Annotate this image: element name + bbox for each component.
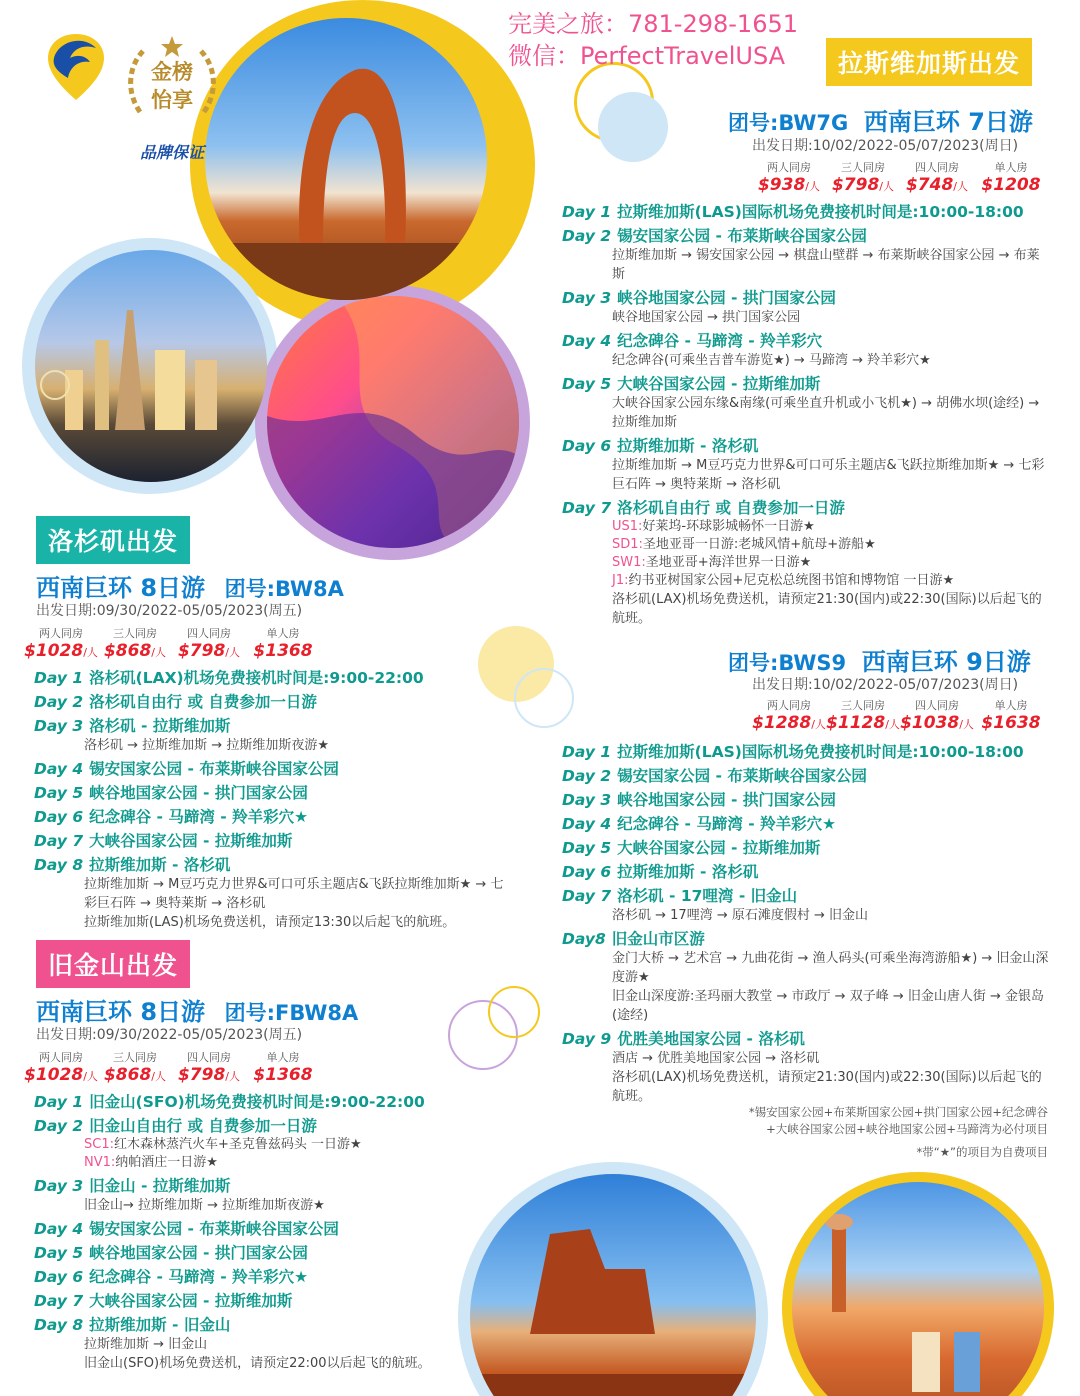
origin-sf-tag: 旧金山出发 bbox=[36, 940, 190, 988]
day-title bbox=[34, 1291, 474, 1311]
day-heading: 锡安国家公园 - 布莱斯峡谷国家公园 bbox=[89, 1220, 339, 1238]
price-value: $798 bbox=[177, 641, 226, 661]
day-description: 大峡谷国家公园东缘&南缘(可乘坐直升机或小飞机★) → 胡佛水坝(途经) → 拉斯维加斯 bbox=[612, 396, 1040, 430]
optional-tour bbox=[562, 536, 1052, 554]
price-value: $1038 bbox=[900, 713, 960, 733]
tour-bw8a-dates: 出发日期:09/30/2022-05/05/2023(周五) bbox=[36, 603, 303, 619]
itinerary-day bbox=[34, 1291, 474, 1311]
day-title bbox=[34, 759, 504, 779]
day-number: Day 7 bbox=[562, 887, 612, 905]
price-value: $798 bbox=[177, 1065, 226, 1085]
day-heading: 洛杉矶(LAX)机场免费接机时间是:9:00-22:00 bbox=[89, 669, 424, 687]
price-unit: /人 bbox=[225, 1070, 241, 1083]
tour-bw8a-name: 西南巨环 8日游 bbox=[36, 574, 206, 602]
price-value: $868 bbox=[103, 641, 152, 661]
day-description: 洛杉矶(LAX)机场免费送机，请预定21:30(国内)或22:30(国际)以后起飞的航班。 bbox=[612, 592, 1042, 626]
day-number: Day 5 bbox=[562, 375, 612, 393]
price-unit: /人 bbox=[151, 1070, 167, 1083]
price-value: $938 bbox=[757, 175, 806, 195]
itinerary-day bbox=[562, 288, 1052, 327]
price-cell bbox=[826, 160, 900, 195]
mandatory-fee-note bbox=[700, 1104, 1048, 1161]
itinerary-day bbox=[34, 783, 504, 803]
contact-block bbox=[508, 8, 818, 72]
optional-tour bbox=[562, 572, 1052, 590]
optional-tour bbox=[34, 1136, 474, 1154]
day-title bbox=[562, 929, 1052, 949]
day-title bbox=[34, 716, 504, 736]
option-code: J1: bbox=[612, 573, 629, 588]
origin-la-tag: 洛杉矶出发 bbox=[36, 516, 190, 564]
day-number: Day 5 bbox=[34, 784, 84, 802]
price-label: 单人房 bbox=[266, 1051, 300, 1064]
day-description: 洛杉矶(LAX)机场免费送机，请预定21:30(国内)或22:30(国际)以后起飞的航班。 bbox=[612, 1070, 1042, 1104]
price-label: 单人房 bbox=[994, 699, 1028, 712]
day-number: Day 5 bbox=[562, 839, 612, 857]
tour-bws9-itinerary bbox=[562, 742, 1052, 1110]
day-description: 拉斯维加斯 → M豆巧克力世界&可口可乐主题店&飞跃拉斯维加斯★ → 七彩巨石阵 → 奥特莱斯 → 洛杉矶 bbox=[612, 458, 1045, 492]
tour-fbw8a-header bbox=[36, 992, 358, 1027]
price-value: $1368 bbox=[253, 641, 313, 661]
option-code: SC1: bbox=[84, 1137, 114, 1152]
itinerary-day bbox=[562, 814, 1052, 834]
day-heading: 纪念碑谷 - 马蹄湾 - 羚羊彩穴★ bbox=[89, 808, 308, 826]
day-title bbox=[562, 331, 1052, 351]
day-number: Day 6 bbox=[34, 1268, 84, 1286]
day-heading: 纪念碑谷 - 马蹄湾 - 羚羊彩穴★ bbox=[617, 815, 836, 833]
day-number: Day8 bbox=[562, 930, 606, 948]
itinerary-day bbox=[34, 1116, 474, 1172]
price-unit: /人 bbox=[83, 1070, 98, 1083]
day-heading: 大峡谷国家公园 - 拉斯维加斯 bbox=[89, 1292, 293, 1310]
day-number: Day 4 bbox=[562, 815, 612, 833]
footnote-line-2: +大峡谷国家公园+峡谷地国家公园+马蹄湾为必付项目 bbox=[766, 1122, 1048, 1136]
antelope-canyon-photo bbox=[267, 296, 519, 548]
arch-photo bbox=[205, 18, 487, 300]
day-heading: 拉斯维加斯(LAS)国际机场免费接机时间是:10:00-18:00 bbox=[617, 743, 1024, 761]
deco-ring-mid-blue bbox=[514, 668, 574, 728]
day-heading: 峡谷地国家公园 - 拱门国家公园 bbox=[617, 791, 836, 809]
itinerary-day bbox=[34, 716, 504, 755]
tour-bw7g-name: 西南巨环 7日游 bbox=[863, 108, 1033, 136]
price-value: $798 bbox=[831, 175, 880, 195]
tour-bw7g-itinerary bbox=[562, 202, 1052, 632]
option-text: 圣地亚哥一日游:老城风情+航母+游船★ bbox=[642, 537, 876, 552]
day-title bbox=[562, 226, 1052, 246]
day-title bbox=[34, 1219, 474, 1239]
day-number: Day 4 bbox=[34, 760, 84, 778]
day-description: 拉斯维加斯 → 锡安国家公园 → 棋盘山壁群 → 布莱斯峡谷国家公园 → 布莱斯 bbox=[612, 248, 1040, 282]
day-description: 拉斯维加斯 → M豆巧克力世界&可口可乐主题店&飞跃拉斯维加斯★ → 七彩巨石阵 → 奥特莱斯 → 洛杉矶 bbox=[84, 877, 504, 911]
day-number: Day 9 bbox=[562, 1030, 612, 1048]
option-code: SD1: bbox=[612, 537, 643, 552]
itinerary-day bbox=[34, 759, 504, 779]
option-code: SW1: bbox=[612, 555, 646, 570]
day-description: 纪念碑谷(可乘坐吉普车游览★) → 马蹄湾 → 羚羊彩穴★ bbox=[612, 353, 931, 368]
day-title bbox=[34, 1176, 474, 1196]
day-title bbox=[34, 1315, 474, 1335]
price-cell bbox=[98, 1050, 172, 1085]
itinerary-day bbox=[562, 1029, 1052, 1106]
origin-las-vegas-tag: 拉斯维加斯出发 bbox=[826, 38, 1032, 86]
price-cell bbox=[900, 698, 974, 733]
tour-fbw8a-dates: 出发日期:09/30/2022-05/05/2023(周五) bbox=[36, 1027, 303, 1043]
tour-bws9-prices bbox=[752, 698, 1048, 733]
tour-bw7g-code: 团号:BW7G bbox=[728, 111, 849, 135]
contact-phone: 完美之旅：781-298-1651 bbox=[508, 10, 799, 38]
optional-tour bbox=[562, 554, 1052, 572]
itinerary-day bbox=[562, 766, 1052, 786]
option-text: 红木森林蒸汽火车+圣克鲁兹码头 一日游★ bbox=[113, 1137, 362, 1152]
price-cell bbox=[246, 626, 320, 661]
day-heading: 拉斯维加斯 - 旧金山 bbox=[89, 1316, 231, 1334]
price-cell bbox=[172, 626, 246, 661]
day-title bbox=[34, 668, 504, 688]
day-heading: 优胜美地国家公园 - 洛杉矶 bbox=[617, 1030, 805, 1048]
day-heading: 锡安国家公园 - 布莱斯峡谷国家公园 bbox=[89, 760, 339, 778]
option-code: NV1: bbox=[84, 1155, 116, 1170]
day-description: 旧金山→ 拉斯维加斯 → 拉斯维加斯夜游★ bbox=[84, 1198, 325, 1213]
day-number: Day 1 bbox=[34, 669, 84, 687]
itinerary-day bbox=[34, 855, 504, 932]
tour-bw8a-header bbox=[36, 568, 344, 603]
optional-tour bbox=[562, 518, 1052, 536]
option-text: 圣地亚哥+海洋世界一日游★ bbox=[645, 555, 812, 570]
day-number: Day 3 bbox=[34, 1177, 84, 1195]
day-number: Day 3 bbox=[562, 791, 612, 809]
day-heading: 大峡谷国家公园 - 拉斯维加斯 bbox=[617, 839, 821, 857]
price-value: $1128 bbox=[826, 713, 886, 733]
itinerary-day bbox=[34, 668, 504, 688]
day-heading: 洛杉矶 - 17哩湾 - 旧金山 bbox=[617, 887, 798, 905]
day-number: Day 6 bbox=[562, 863, 612, 881]
price-cell bbox=[98, 626, 172, 661]
price-unit: /人 bbox=[811, 718, 826, 731]
day-number: Day 1 bbox=[562, 743, 612, 761]
price-unit: /人 bbox=[885, 718, 900, 731]
day-number: Day 4 bbox=[562, 332, 612, 350]
price-unit: /人 bbox=[83, 646, 98, 659]
price-value: $1288 bbox=[752, 713, 812, 733]
tour-bw8a-itinerary bbox=[34, 668, 504, 936]
price-value: $1208 bbox=[981, 175, 1041, 195]
option-text: 约书亚树国家公园+尼克松总统图书馆和博物馆 一日游★ bbox=[628, 573, 955, 588]
day-heading: 锡安国家公园 - 布莱斯峡谷国家公园 bbox=[617, 227, 867, 245]
price-unit: /人 bbox=[225, 646, 241, 659]
day-description: 洛杉矶 → 17哩湾 → 原石滩度假村 → 旧金山 bbox=[612, 908, 869, 923]
day-description: 金门大桥 → 艺术宫 → 九曲花街 → 渔人码头(可乘坐海湾游船★) → 旧金山深度游★ bbox=[612, 951, 1049, 985]
day-title bbox=[562, 814, 1052, 834]
day-title bbox=[562, 766, 1052, 786]
day-title bbox=[34, 807, 504, 827]
day-number: Day 6 bbox=[34, 808, 84, 826]
price-value: $1028 bbox=[24, 1065, 84, 1085]
price-label: 两人同房 bbox=[39, 627, 83, 640]
day-number: Day 7 bbox=[562, 499, 612, 517]
price-label: 两人同房 bbox=[39, 1051, 83, 1064]
day-title bbox=[562, 886, 1052, 906]
day-number: Day 7 bbox=[34, 832, 84, 850]
itinerary-day bbox=[34, 1092, 474, 1112]
day-description: 洛杉矶 → 拉斯维加斯 → 拉斯维加斯夜游★ bbox=[84, 738, 329, 753]
itinerary-day bbox=[34, 1176, 474, 1215]
price-cell bbox=[172, 1050, 246, 1085]
brand-guarantee: 品牌保证 bbox=[140, 143, 205, 162]
footnote-line-1: *锡安国家公园+布莱斯国家公园+拱门国家公园+纪念碑谷 bbox=[748, 1105, 1048, 1119]
itinerary-day bbox=[34, 1315, 474, 1373]
day-description: 拉斯维加斯 → 旧金山 bbox=[84, 1337, 208, 1352]
day-title bbox=[34, 1267, 474, 1287]
day-number: Day 2 bbox=[34, 1117, 84, 1135]
price-label: 四人同房 bbox=[915, 699, 959, 712]
itinerary-day bbox=[562, 838, 1052, 858]
optional-tour bbox=[34, 1154, 474, 1172]
price-cell bbox=[246, 1050, 320, 1085]
price-label: 单人房 bbox=[994, 161, 1028, 174]
itinerary-day bbox=[34, 831, 504, 851]
day-number: Day 4 bbox=[34, 1220, 84, 1238]
contact-wechat: 微信：PerfectTravelUSA bbox=[508, 42, 786, 70]
tour-fbw8a-itinerary bbox=[34, 1092, 474, 1377]
day-number: Day 2 bbox=[562, 767, 612, 785]
day-heading: 洛杉矶 - 拉斯维加斯 bbox=[89, 717, 231, 735]
brand-badge bbox=[120, 32, 224, 136]
itinerary-day bbox=[562, 436, 1052, 494]
badge-text-1: 金榜 bbox=[151, 60, 193, 84]
day-heading: 纪念碑谷 - 马蹄湾 - 羚羊彩穴 bbox=[617, 332, 823, 350]
day-description: 旧金山(SFO)机场免费送机，请预定22:00以后起飞的航班。 bbox=[84, 1356, 431, 1371]
day-title bbox=[562, 790, 1052, 810]
day-number: Day 8 bbox=[34, 856, 84, 874]
day-number: Day 7 bbox=[34, 1292, 84, 1310]
day-title bbox=[562, 374, 1052, 394]
price-cell bbox=[24, 626, 98, 661]
day-number: Day 2 bbox=[34, 693, 84, 711]
day-heading: 拉斯维加斯(LAS)国际机场免费接机时间是:10:00-18:00 bbox=[617, 203, 1024, 221]
price-label: 四人同房 bbox=[187, 627, 231, 640]
badge-text-2: 怡享 bbox=[151, 88, 193, 112]
day-heading: 大峡谷国家公园 - 拉斯维加斯 bbox=[89, 832, 293, 850]
day-heading: 旧金山 - 拉斯维加斯 bbox=[89, 1177, 231, 1195]
day-description: 峡谷地国家公园 → 拱门国家公园 bbox=[612, 310, 801, 325]
itinerary-day bbox=[562, 498, 1052, 628]
itinerary-day bbox=[562, 886, 1052, 925]
itinerary-day bbox=[34, 807, 504, 827]
day-title bbox=[34, 831, 504, 851]
day-heading: 峡谷地国家公园 - 拱门国家公园 bbox=[89, 784, 308, 802]
day-heading: 纪念碑谷 - 马蹄湾 - 羚羊彩穴★ bbox=[89, 1268, 308, 1286]
itinerary-day bbox=[562, 374, 1052, 432]
footnote-line-3: *带“★”的项目为自费项目 bbox=[916, 1145, 1048, 1159]
day-heading: 旧金山(SFO)机场免费接机时间是:9:00-22:00 bbox=[89, 1093, 425, 1111]
price-label: 单人房 bbox=[266, 627, 300, 640]
price-value: $1638 bbox=[981, 713, 1041, 733]
tour-bws9-header bbox=[728, 642, 1031, 677]
price-label: 四人同房 bbox=[915, 161, 959, 174]
day-heading: 拉斯维加斯 - 洛杉矶 bbox=[617, 863, 759, 881]
tour-bw8a-code: 团号:BW8A bbox=[224, 577, 344, 601]
day-heading: 峡谷地国家公园 - 拱门国家公园 bbox=[89, 1244, 308, 1262]
tour-bw7g-dates: 出发日期:10/02/2022-05/07/2023(周日) bbox=[752, 138, 1019, 154]
price-value: $1368 bbox=[253, 1065, 313, 1085]
price-label: 三人同房 bbox=[113, 627, 157, 640]
price-label: 两人同房 bbox=[767, 161, 811, 174]
price-cell bbox=[974, 698, 1048, 733]
day-number: Day 5 bbox=[34, 1244, 84, 1262]
day-number: Day 3 bbox=[34, 717, 84, 735]
price-label: 三人同房 bbox=[113, 1051, 157, 1064]
day-title bbox=[562, 436, 1052, 456]
itinerary-day bbox=[562, 226, 1052, 284]
price-value: $868 bbox=[103, 1065, 152, 1085]
day-description: 酒店 → 优胜美地国家公园 → 洛杉矶 bbox=[612, 1051, 820, 1066]
day-description: 旧金山深度游:圣玛丽大教堂 → 市政厅 → 双子峰 → 旧金山唐人街 → 金银岛(途经) bbox=[612, 989, 1045, 1023]
tour-bws9-dates: 出发日期:10/02/2022-05/07/2023(周日) bbox=[752, 677, 1019, 693]
day-description: 拉斯维加斯(LAS)机场免费送机，请预定13:30以后起飞的航班。 bbox=[84, 915, 456, 930]
day-heading: 峡谷地国家公园 - 拱门国家公园 bbox=[617, 289, 836, 307]
day-heading: 旧金山自由行 或 自费参加一日游 bbox=[89, 1117, 317, 1135]
itinerary-day bbox=[562, 331, 1052, 370]
brand-logo bbox=[40, 32, 112, 102]
price-label: 三人同房 bbox=[841, 699, 885, 712]
price-label: 三人同房 bbox=[841, 161, 885, 174]
tour-fbw8a-name: 西南巨环 8日游 bbox=[36, 998, 206, 1026]
price-cell bbox=[752, 160, 826, 195]
price-unit: /人 bbox=[959, 718, 974, 731]
price-unit: /人 bbox=[805, 180, 821, 193]
day-title bbox=[34, 1243, 474, 1263]
price-cell bbox=[900, 160, 974, 195]
itinerary-day bbox=[562, 929, 1052, 1025]
price-cell bbox=[974, 160, 1048, 195]
option-text: 纳帕酒庄一日游★ bbox=[115, 1155, 218, 1170]
option-code: US1: bbox=[612, 519, 643, 534]
day-title bbox=[34, 692, 504, 712]
day-title bbox=[562, 202, 1052, 222]
itinerary-day bbox=[34, 1267, 474, 1287]
deco-ring-small-blue bbox=[598, 92, 668, 162]
day-number: Day 1 bbox=[562, 203, 612, 221]
tour-bws9-name: 西南巨环 9日游 bbox=[861, 648, 1031, 676]
price-value: $1028 bbox=[24, 641, 84, 661]
day-heading: 洛杉矶自由行 或 自费参加一日游 bbox=[617, 499, 845, 517]
itinerary-day bbox=[562, 862, 1052, 882]
price-unit: /人 bbox=[151, 646, 167, 659]
day-heading: 大峡谷国家公园 - 拉斯维加斯 bbox=[617, 375, 821, 393]
itinerary-day bbox=[34, 1243, 474, 1263]
day-title bbox=[562, 838, 1052, 858]
day-title bbox=[562, 862, 1052, 882]
tour-bw8a-prices bbox=[24, 626, 320, 661]
tour-bw7g-header bbox=[728, 102, 1033, 137]
day-title bbox=[34, 783, 504, 803]
price-cell bbox=[826, 698, 900, 733]
tour-fbw8a-prices bbox=[24, 1050, 320, 1085]
day-number: Day 8 bbox=[34, 1316, 84, 1334]
tour-fbw8a-code: 团号:FBW8A bbox=[224, 1001, 359, 1025]
day-title bbox=[562, 498, 1052, 518]
day-heading: 锡安国家公园 - 布莱斯峡谷国家公园 bbox=[617, 767, 867, 785]
day-title bbox=[34, 1092, 474, 1112]
itinerary-day bbox=[34, 1219, 474, 1239]
day-heading: 洛杉矶自由行 或 自费参加一日游 bbox=[89, 693, 317, 711]
day-number: Day 1 bbox=[34, 1093, 84, 1111]
deco-ring-sf-yellow bbox=[488, 986, 540, 1038]
price-cell bbox=[24, 1050, 98, 1085]
day-title bbox=[562, 742, 1052, 762]
price-unit: /人 bbox=[879, 180, 895, 193]
day-heading: 旧金山市区游 bbox=[611, 930, 705, 948]
day-title bbox=[34, 855, 504, 875]
day-heading: 拉斯维加斯 - 洛杉矶 bbox=[617, 437, 759, 455]
day-title bbox=[562, 1029, 1052, 1049]
itinerary-day bbox=[562, 790, 1052, 810]
tour-bw7g-prices bbox=[752, 160, 1048, 195]
price-label: 两人同房 bbox=[767, 699, 811, 712]
las-vegas-photo bbox=[35, 250, 267, 482]
price-unit: /人 bbox=[953, 180, 969, 193]
tour-bws9-code: 团号:BWS9 bbox=[728, 651, 847, 675]
option-text: 好莱坞-环球影城畅怀一日游★ bbox=[642, 519, 815, 534]
itinerary-day bbox=[562, 202, 1052, 222]
day-title bbox=[562, 288, 1052, 308]
day-number: Day 6 bbox=[562, 437, 612, 455]
day-number: Day 2 bbox=[562, 227, 612, 245]
day-number: Day 3 bbox=[562, 289, 612, 307]
day-title bbox=[34, 1116, 474, 1136]
eagle-logo-icon bbox=[40, 32, 112, 102]
itinerary-day bbox=[34, 692, 504, 712]
price-value: $748 bbox=[905, 175, 954, 195]
price-label: 四人同房 bbox=[187, 1051, 231, 1064]
day-heading: 拉斯维加斯 - 洛杉矶 bbox=[89, 856, 231, 874]
price-cell bbox=[752, 698, 826, 733]
itinerary-day bbox=[562, 742, 1052, 762]
